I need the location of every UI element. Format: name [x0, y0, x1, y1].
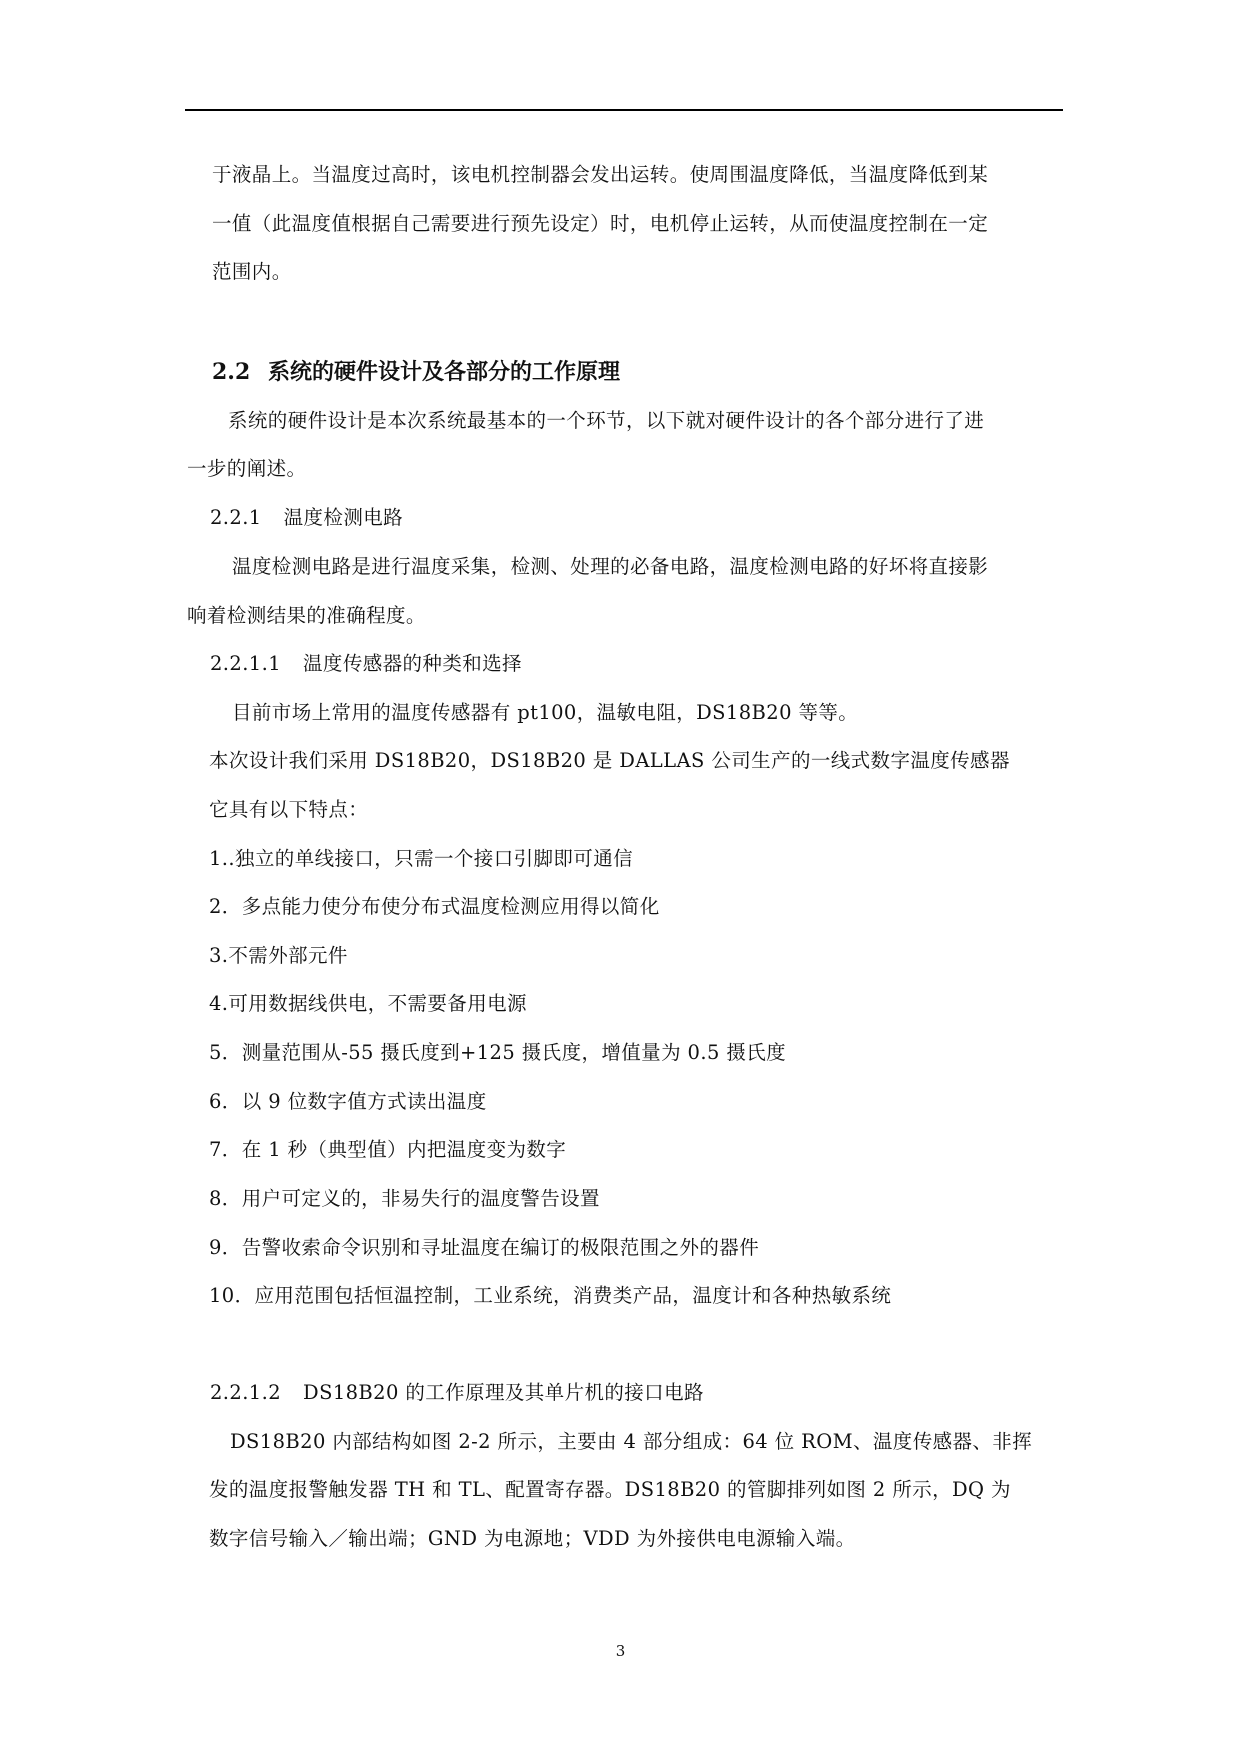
header-rule — [185, 109, 1063, 111]
section-2-2-1-title: 温度检测电路 — [283, 506, 404, 529]
section-2-2-1-2-para-line-1: DS18B20 内部结构如图 2-2 所示，主要由 4 部分组成：64 位 ROM、温度传感器、非挥 — [230, 1430, 1033, 1453]
feature-item-8: 8．用户可定义的，非易失行的温度警告设置 — [209, 1187, 600, 1210]
feature-item-9: 9．告警收索命令识别和寻址温度在编订的极限范围之外的器件 — [209, 1236, 760, 1259]
section-2-2-1-para-line-2: 响着检测结果的准确程度。 — [187, 604, 426, 627]
intro-line-2: 一值（此温度值根据自己需要进行预先设定）时，电机停止运转，从而使温度控制在一定 — [212, 212, 989, 235]
section-2-2-1-heading — [210, 505, 403, 531]
section-2-2-para-line-1: 系统的硬件设计是本次系统最基本的一个环节，以下就对硬件设计的各个部分进行了进 — [228, 409, 985, 432]
section-2-2-1-1-para-line-3: 它具有以下特点： — [209, 798, 369, 821]
feature-item-3: 3.不需外部元件 — [209, 944, 348, 967]
section-2-2-1-2-title: DS18B20 的工作原理及其单片机的接口电路 — [303, 1381, 704, 1404]
section-2-2-1-number: 2.2.1 — [210, 506, 262, 529]
section-2-2-title: 系统的硬件设计及各部分的工作原理 — [268, 359, 621, 385]
feature-item-6: 6．以 9 位数字值方式读出温度 — [209, 1090, 487, 1113]
section-2-2-heading — [212, 357, 620, 387]
feature-item-2: 2．多点能力使分布使分布式温度检测应用得以简化 — [209, 895, 660, 918]
section-2-2-1-1-number: 2.2.1.1 — [210, 652, 282, 675]
section-2-2-1-2-para-line-2: 发的温度报警触发器 TH 和 TL、配置寄存器。DS18B20 的管脚排列如图 2 所示，DQ 为 — [209, 1478, 1011, 1501]
intro-line-3: 范围内。 — [212, 260, 292, 283]
feature-item-4: 4.可用数据线供电，不需要备用电源 — [209, 992, 527, 1015]
feature-item-1: 1..独立的单线接口，只需一个接口引脚即可通信 — [209, 847, 634, 870]
section-2-2-1-1-heading — [210, 651, 522, 677]
feature-item-5: 5．测量范围从-55 摄氏度到+125 摄氏度，增值量为 0.5 摄氏度 — [209, 1041, 787, 1064]
feature-item-10: 10．应用范围包括恒温控制，工业系统，消费类产品，温度计和各种热敏系统 — [209, 1284, 892, 1307]
page-number: 3 — [615, 1642, 626, 1660]
section-2-2-1-1-para-line-2: 本次设计我们采用 DS18B20，DS18B20 是 DALLAS 公司生产的一线式数字温度传感器 — [209, 749, 1010, 772]
section-2-2-1-para-line-1: 温度检测电路是进行温度采集，检测、处理的必备电路，温度检测电路的好坏将直接影 — [232, 555, 989, 578]
section-2-2-1-2-heading — [210, 1380, 704, 1406]
section-2-2-1-2-number: 2.2.1.2 — [210, 1381, 282, 1404]
section-2-2-1-1-title: 温度传感器的种类和选择 — [303, 652, 522, 675]
section-2-2-1-1-para-line-1: 目前市场上常用的温度传感器有 pt100，温敏电阻，DS18B20 等等。 — [232, 701, 859, 724]
section-2-2-1-2-para-line-3: 数字信号输入／输出端；GND 为电源地；VDD 为外接供电电源输入端。 — [209, 1527, 856, 1550]
intro-line-1: 于液晶上。当温度过高时，该电机控制器会发出运转。使周围温度降低，当温度降低到某 — [212, 163, 989, 186]
section-2-2-para-line-2: 一步的阐述。 — [187, 457, 307, 480]
section-2-2-number: 2.2 — [212, 359, 251, 385]
feature-item-7: 7．在 1 秒（典型值）内把温度变为数字 — [209, 1138, 567, 1161]
